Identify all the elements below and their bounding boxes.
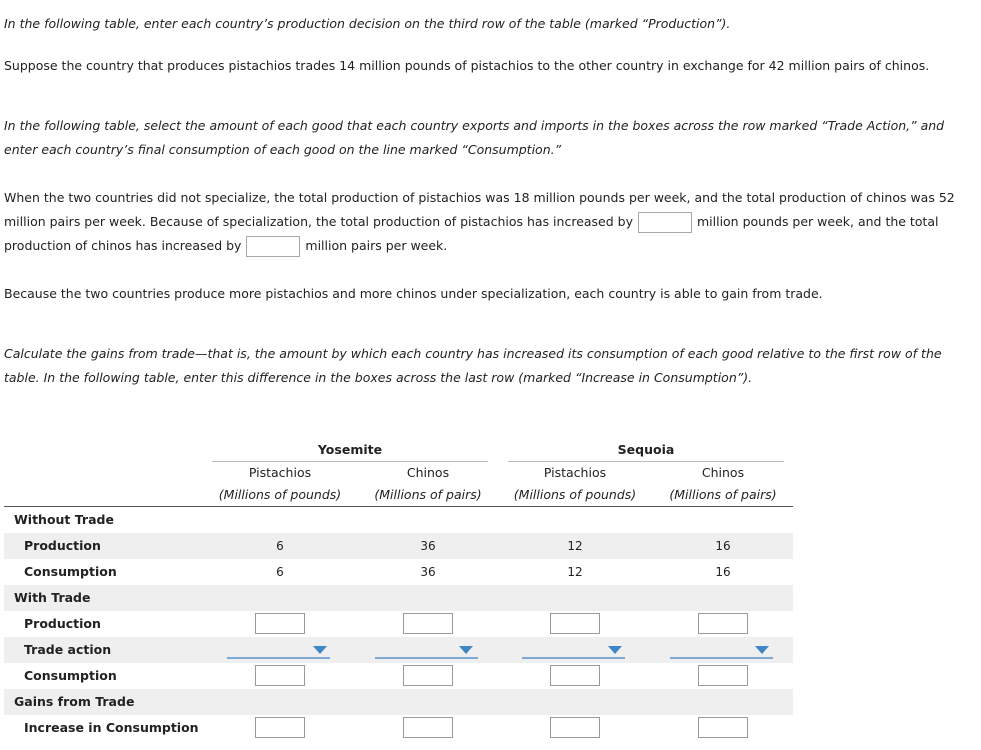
chevron-down-icon (608, 646, 622, 654)
row-label-increase-consumption: Increase in Consumption (24, 720, 199, 735)
chevron-down-icon (313, 646, 327, 654)
chinos-increase-input[interactable] (246, 236, 300, 257)
consumption-yosemite-chinos-input[interactable] (403, 665, 453, 686)
value-consumption-sequoia-chinos: 16 (715, 565, 731, 579)
col-unit-2: (Millions of pairs) (374, 487, 482, 502)
instruction-production: In the following table, enter each country’s production decision on the third row of the table (marked “Production”). (4, 16, 731, 31)
gain-from-trade-text: Because the two countries produce more pistachios and more chinos under specialization, each country is able to gain from trade. (4, 286, 823, 301)
country-header-sequoia: Sequoia (617, 442, 675, 457)
row-label-consumption-2: Consumption (24, 668, 117, 683)
chevron-down-icon (755, 646, 769, 654)
header-rule-sequoia (508, 461, 784, 462)
dropdown-underline (522, 657, 625, 659)
production-yosemite-chinos-input[interactable] (403, 613, 453, 634)
value-production-yosemite-chinos: 36 (420, 539, 436, 553)
trade-action-sequoia-pistachios-dropdown[interactable] (522, 642, 625, 660)
dropdown-underline (227, 657, 330, 659)
row-label-production-1: Production (24, 538, 101, 553)
instruction-gains: Calculate the gains from trade—that is, the amount by which each country has increased its consumption of each good relative to the first row of the table. In the following table, enter this difference in the boxes across the last row (marked “Increase in Consumption”). (4, 346, 942, 385)
consumption-yosemite-pistachios-input[interactable] (255, 665, 305, 686)
row-label-production-2: Production (24, 616, 101, 631)
pistachio-increase-input[interactable] (638, 212, 692, 233)
row-shade-with-trade (4, 585, 793, 611)
trade-action-sequoia-chinos-dropdown[interactable] (670, 642, 773, 660)
col-good-2: Chinos (406, 465, 450, 480)
increase-sequoia-pistachios-input[interactable] (550, 717, 600, 738)
consumption-sequoia-chinos-input[interactable] (698, 665, 748, 686)
increase-yosemite-pistachios-input[interactable] (255, 717, 305, 738)
production-yosemite-pistachios-input[interactable] (255, 613, 305, 634)
value-production-yosemite-pistachios: 6 (276, 539, 284, 553)
trade-scenario-text: Suppose the country that produces pistachios trades 14 million pounds of pistachios to the other country in exchange for 42 million pairs of chinos. (4, 58, 930, 73)
row-label-trade-action: Trade action (24, 642, 112, 657)
col-unit-4: (Millions of pairs) (669, 487, 777, 502)
col-unit-1: (Millions of pounds) (218, 487, 342, 502)
increase-sequoia-chinos-input[interactable] (698, 717, 748, 738)
row-label-consumption-1: Consumption (24, 564, 117, 579)
specialization-text-1: When the two countries did not specialize, the total production of pistachios was 18 million pounds per week, and the total production of chinos was 52 million pairs per week. Because of specialization, the total production of pistachios has increased by (4, 190, 955, 229)
dropdown-underline (670, 657, 773, 659)
trade-action-yosemite-pistachios-dropdown[interactable] (227, 642, 330, 660)
col-good-4: Chinos (701, 465, 745, 480)
dropdown-underline (375, 657, 478, 659)
section-gains-from-trade: Gains from Trade (14, 694, 135, 709)
value-production-sequoia-chinos: 16 (715, 539, 731, 553)
chevron-down-icon (459, 646, 473, 654)
specialization-paragraph (4, 186, 964, 258)
increase-yosemite-chinos-input[interactable] (403, 717, 453, 738)
col-unit-3: (Millions of pounds) (513, 487, 637, 502)
trade-action-yosemite-chinos-dropdown[interactable] (375, 642, 478, 660)
specialization-text-3: million pairs per week. (305, 238, 448, 253)
value-production-sequoia-pistachios: 12 (567, 539, 583, 553)
production-sequoia-pistachios-input[interactable] (550, 613, 600, 634)
instruction-trade-action: In the following table, select the amount of each good that each country exports and imports in the boxes across the row marked “Trade Action,” and enter each country’s final consumption of each good on the line marked “Consumption.” (4, 118, 945, 157)
country-header-yosemite: Yosemite (317, 442, 383, 457)
header-rule-yosemite (212, 461, 488, 462)
specialization-text-2: million pounds per week, and the total production of chinos has increased by (4, 214, 939, 253)
col-good-1: Pistachios (248, 465, 312, 480)
section-with-trade: With Trade (14, 590, 91, 605)
consumption-sequoia-pistachios-input[interactable] (550, 665, 600, 686)
production-sequoia-chinos-input[interactable] (698, 613, 748, 634)
value-consumption-yosemite-chinos: 36 (420, 565, 436, 579)
value-consumption-sequoia-pistachios: 12 (567, 565, 583, 579)
value-consumption-yosemite-pistachios: 6 (276, 565, 284, 579)
section-without-trade: Without Trade (14, 512, 114, 527)
col-good-3: Pistachios (543, 465, 607, 480)
table-header-bottom-rule (4, 506, 793, 507)
